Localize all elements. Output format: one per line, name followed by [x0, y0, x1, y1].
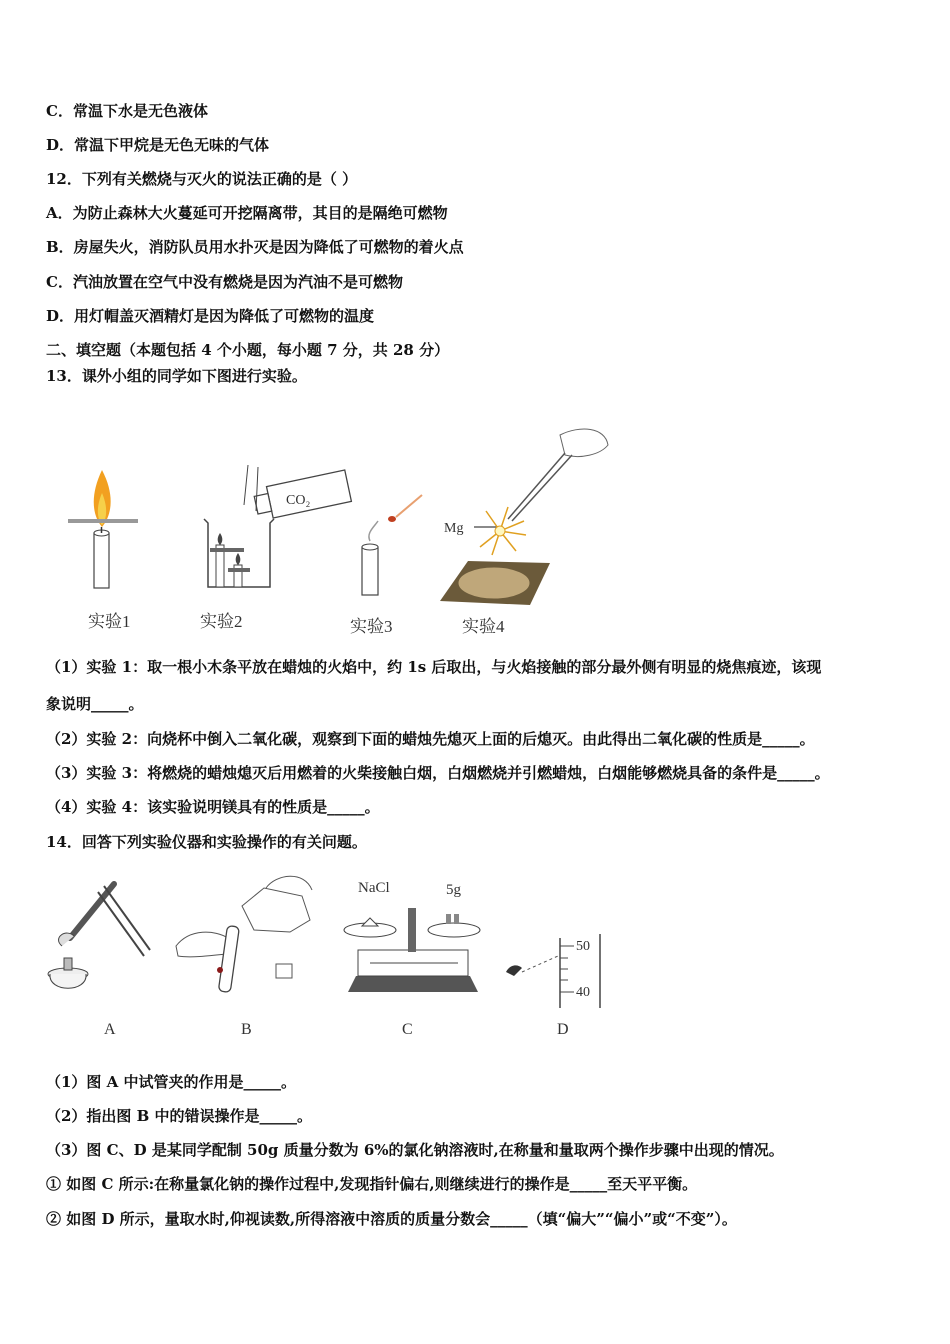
q13-part4: （4）实验 4：该实验说明镁具有的性质是_____。 [46, 798, 380, 816]
q14-figure [40, 868, 620, 1048]
q13-figure-svg [60, 415, 620, 645]
q14-part3: （3）图 C、D 是某同学配制 50g 质量分数为 6%的氯化钠溶液时,在称量和量取两个操作步骤中出现的情况。 [46, 1141, 784, 1159]
q13-part3: （3）实验 3：将燃烧的蜡烛熄灭后用燃着的火柴接触白烟，白烟燃烧并引燃蜡烛，白烟能够燃烧具备的条件是_____。 [46, 764, 830, 782]
q12-option-a: A．为防止森林大火蔓延可开挖隔离带，其目的是隔绝可燃物 [46, 204, 448, 222]
q13-stem: 13．课外小组的同学如下图进行实验。 [46, 367, 307, 385]
q11-option-c: C．常温下水是无色液体 [46, 102, 208, 120]
figA-caption: A [104, 1021, 116, 1038]
figB-caption: B [241, 1021, 252, 1038]
q13-figure [60, 415, 620, 645]
mg-label: Mg [444, 521, 464, 536]
exp3-caption: 实验3 [350, 617, 393, 636]
q12-option-d: D．用灯帽盖灭酒精灯是因为降低了可燃物的温度 [46, 307, 375, 325]
figB-pouring-illustration [176, 876, 312, 992]
figA-test-tube-holder-illustration [48, 884, 150, 988]
q12-option-b: B．房屋失火，消防队员用水扑灭是因为降低了可燃物的着火点 [46, 238, 464, 256]
q12-stem: 12．下列有关燃烧与灭火的说法正确的是（ ） [46, 170, 358, 188]
q13-part1-line2: 象说明_____。 [46, 695, 144, 713]
scale-40-label: 40 [576, 985, 590, 1000]
exp4-magnesium-illustration [440, 429, 608, 605]
section-heading: 二、填空题（本题包括 4 个小题，每小题 7 分，共 28 分） [46, 341, 450, 359]
exp2-caption: 实验2 [200, 612, 243, 631]
q13-part2: （2）实验 2：向烧杯中倒入二氧化碳，观察到下面的蜡烛先熄灭上面的后熄灭。由此得出二氧化碳的性质是_____。 [46, 730, 815, 748]
q14-part3-item2: ② 如图 D 所示，量取水时,仰视读数,所得溶液中溶质的质量分数会_____（填“偏大”“偏小”或“不变”）。 [46, 1210, 737, 1228]
exp4-caption: 实验4 [462, 617, 505, 636]
q14-part2: （2）指出图 B 中的错误操作是_____。 [46, 1107, 313, 1125]
q12-option-c: C．汽油放置在空气中没有燃烧是因为汽油不是可燃物 [46, 273, 403, 291]
q13-part1-line1: （1）实验 1：取一根小木条平放在蜡烛的火焰中，约 1s 后取出，与火焰接触的部分最外侧有明显的烧焦痕迹，该现 [46, 658, 822, 676]
q14-stem: 14．回答下列实验仪器和实验操作的有关问题。 [46, 833, 367, 851]
nacl-label: NaCl [358, 880, 390, 896]
q14-figure-svg [40, 868, 620, 1048]
figD-caption: D [557, 1021, 569, 1038]
exp2-beaker-illustration [204, 465, 351, 587]
q14-part3-item1: ① 如图 C 所示:在称量氯化钠的操作过程中,发现指针偏右,则继续进行的操作是_____至天平平衡。 [46, 1175, 698, 1193]
exp1-caption: 实验1 [88, 612, 131, 631]
q14-part1: （1）图 A 中试管夹的作用是_____。 [46, 1073, 297, 1091]
q11-option-d: D．常温下甲烷是无色无味的气体 [46, 136, 270, 154]
figC-caption: C [402, 1021, 413, 1038]
exp1-candle-illustration [68, 470, 138, 588]
exp3-candle-illustration [362, 495, 422, 595]
scale-50-label: 50 [576, 939, 590, 954]
figC-balance-illustration [344, 908, 480, 992]
weight-label: 5g [446, 882, 461, 898]
co2-label: CO₂ [286, 493, 311, 508]
